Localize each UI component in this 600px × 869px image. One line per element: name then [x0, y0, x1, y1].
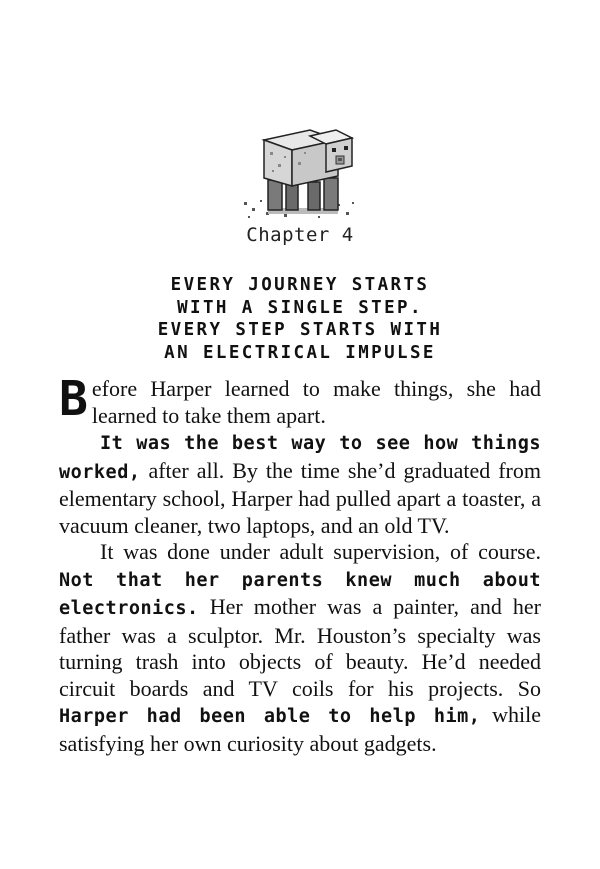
chapter-title-line-2: WITH A SINGLE STEP.	[177, 297, 423, 318]
paragraph-2	[59, 429, 541, 539]
paragraph-1	[59, 371, 541, 429]
chapter-label: Chapter 4	[246, 224, 354, 246]
drop-cap: B	[59, 371, 88, 427]
paragraph-3-text-b: Her mother was a painter, and her father was a sculptor. Mr. Houston’s specialty was turning trash into objects of beauty. He’d needed circuit boards and TV coils for his projects. So	[59, 594, 541, 701]
paragraph-2-text: after all. By the time she’d graduated from elementary school, Harper had pulled apart a toaster, a vacuum cleaner, two laptops, and an old TV.	[59, 457, 541, 538]
paragraph-3-emphasis-a: Not that her parents knew much about electronics.	[59, 569, 541, 619]
chapter-title-line-1: EVERY JOURNEY STARTS	[170, 275, 430, 295]
paragraph-3-text-c: while satisfying her own curiosity about gadgets.	[59, 702, 541, 756]
chapter-title-line-3: EVERY STEP STARTS WITH	[157, 320, 443, 340]
chapter-title	[0, 274, 600, 364]
chapter-body	[59, 371, 541, 757]
paragraph-1-text: efore Harper learned to make things, she had learned to take them apart.	[91, 376, 541, 428]
paragraph-3-emphasis-b: Harper had been able to help him,	[59, 706, 481, 727]
paragraph-2-emphasis: It was the best way to see how things worked,	[59, 433, 541, 483]
sheep-illustration	[240, 122, 358, 224]
paragraph-3-text-a: It was done under adult supervision, of course.	[100, 539, 541, 564]
paragraph-3	[59, 539, 541, 757]
chapter-title-line-4: AN ELECTRICAL IMPULSE	[164, 342, 436, 363]
